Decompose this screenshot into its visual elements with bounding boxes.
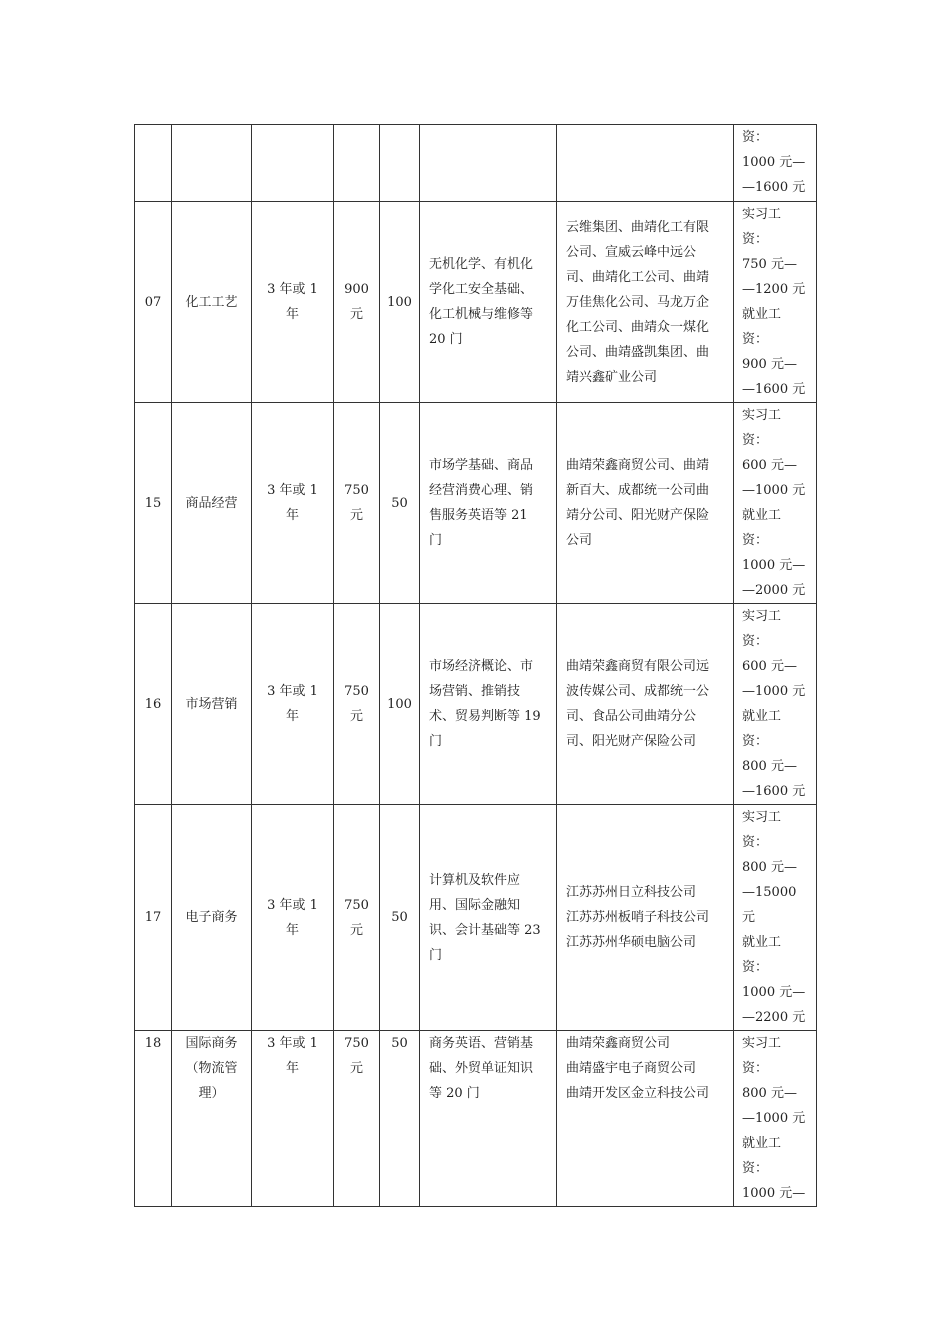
enrollment-count-text: 100	[387, 294, 412, 310]
salary-info-line: 就业工	[742, 1136, 782, 1151]
partner-companies-line: 新百大、成都统一公司曲	[566, 483, 710, 498]
table-row	[135, 125, 817, 202]
salary-info-line: 1000 元—	[742, 985, 806, 1000]
main-courses-cell	[420, 403, 557, 604]
main-courses-line: 市场学基础、商品	[429, 458, 534, 473]
enrollment-count-cell	[380, 1031, 420, 1207]
main-courses-cell	[420, 604, 557, 805]
major-name-line: （物流管	[185, 1061, 238, 1076]
salary-info-cell	[734, 604, 817, 805]
table-row	[135, 805, 817, 1031]
tuition-cell	[334, 125, 380, 202]
enrollment-count-cell	[380, 805, 420, 1031]
main-courses-line: 学化工安全基础、	[429, 282, 534, 297]
tuition-cell	[334, 202, 380, 403]
salary-info-line: —2200 元	[742, 1010, 806, 1025]
salary-info-line: 资：	[742, 232, 769, 247]
salary-info-line: —1600 元	[742, 180, 806, 195]
salary-info-line: 就业工	[742, 709, 782, 724]
partner-companies-cell	[557, 202, 734, 403]
salary-info-line: 600 元—	[742, 659, 797, 674]
partner-companies-line: 万佳焦化公司、马龙万企	[566, 294, 710, 310]
enrollment-count-text: 50	[391, 910, 408, 925]
main-courses-line: 术、贸易判断等 19	[429, 709, 541, 724]
main-courses-line: 门	[429, 734, 443, 749]
salary-info-line: —2000 元	[742, 583, 806, 598]
major-name-line: 市场营销	[185, 696, 238, 712]
partner-companies-line: 曲靖荣鑫商贸公司、曲靖	[566, 458, 710, 473]
salary-info-line: 1000 元—	[742, 1186, 806, 1201]
tuition-line: 元	[349, 508, 363, 523]
tuition-line: 750	[344, 684, 369, 699]
study-years-line: 年	[285, 307, 299, 322]
salary-info-line: 900 元—	[742, 357, 797, 372]
partner-companies-line: 江苏苏州日立科技公司	[566, 885, 697, 900]
majors-table	[134, 124, 817, 1207]
salary-info-line: 资：	[742, 130, 769, 145]
tuition-cell	[334, 805, 380, 1031]
main-courses-cell	[420, 805, 557, 1031]
major-name-cell	[172, 1031, 252, 1207]
salary-info-line: —1000 元	[742, 483, 806, 498]
salary-info-line: 实习工	[742, 408, 782, 423]
salary-info-cell	[734, 403, 817, 604]
salary-info-cell	[734, 805, 817, 1031]
main-courses-line: 商务英语、营销基	[429, 1036, 534, 1051]
salary-info-cell	[734, 202, 817, 403]
salary-info-line: —1000 元	[742, 684, 806, 699]
enrollment-count-text: 100	[387, 696, 412, 712]
major-name-cell	[172, 604, 252, 805]
study-years-line: 3 年或 1	[267, 897, 318, 913]
main-courses-line: 用、国际金融知	[429, 897, 521, 913]
partner-companies-line: 靖分公司、阳光财产保险	[566, 508, 710, 523]
salary-info-line: 资：	[742, 734, 769, 749]
salary-info-line: 资：	[742, 634, 769, 649]
study-years-line: 3 年或 1	[267, 684, 318, 699]
tuition-line: 750	[344, 483, 369, 498]
study-years-cell	[252, 805, 334, 1031]
study-years-line: 3 年或 1	[267, 1036, 318, 1051]
major-code-text: 16	[144, 696, 162, 712]
salary-info-line: 资：	[742, 1161, 769, 1176]
partner-companies-line: 司、食品公司曲靖分公	[566, 709, 697, 724]
salary-info-line: 资：	[742, 1061, 769, 1076]
salary-info-line: 750 元—	[742, 257, 797, 272]
partner-companies-line: 公司	[566, 533, 593, 548]
partner-companies-cell	[557, 125, 734, 202]
study-years-cell	[252, 604, 334, 805]
enrollment-count-text: 50	[391, 495, 408, 511]
major-name-cell	[172, 805, 252, 1031]
salary-info-line: 800 元—	[742, 860, 797, 875]
salary-info-line: 实习工	[742, 1036, 782, 1051]
salary-info-line: 资：	[742, 960, 769, 975]
partner-companies-line: 曲靖开发区金立科技公司	[566, 1086, 710, 1101]
table-row	[135, 1031, 817, 1207]
salary-info-line: 元	[742, 910, 756, 925]
study-years-line: 3 年或 1	[267, 282, 318, 297]
main-courses-line: 20 门	[429, 332, 463, 347]
partner-companies-line: 云维集团、曲靖化工有限	[566, 219, 710, 235]
major-code-text: 17	[144, 910, 162, 925]
main-courses-line: 市场经济概论、市	[429, 659, 534, 674]
table-body	[135, 125, 817, 1207]
salary-info-cell	[734, 1031, 817, 1207]
partner-companies-line: 江苏苏州华硕电脑公司	[566, 935, 697, 950]
main-courses-line: 化工机械与维修等	[429, 307, 534, 322]
partner-companies-line: 曲靖荣鑫商贸有限公司远	[566, 659, 710, 674]
partner-companies-cell	[557, 1031, 734, 1207]
main-courses-line: 售服务英语等 21	[429, 508, 528, 523]
salary-info-line: —1200 元	[742, 282, 806, 297]
major-name-cell	[172, 202, 252, 403]
salary-info-line: 就业工	[742, 508, 782, 523]
tuition-line: 元	[349, 1061, 363, 1076]
major-code-text: 18	[144, 1036, 162, 1051]
study-years-cell	[252, 202, 334, 403]
tuition-line: 元	[349, 307, 363, 322]
partner-companies-line: 公司、宣威云峰中远公	[566, 244, 697, 260]
table-row	[135, 403, 817, 604]
partner-companies-line: 江苏苏州板哨子科技公司	[566, 910, 710, 925]
salary-info-line: 实习工	[742, 810, 782, 825]
main-courses-cell	[420, 125, 557, 202]
major-code-cell	[135, 125, 172, 202]
major-code-text: 07	[144, 294, 162, 310]
main-courses-line: 场营销、推销技	[429, 684, 521, 699]
salary-info-line: 800 元—	[742, 1086, 797, 1101]
main-courses-line: 识、会计基础等 23	[429, 922, 541, 938]
salary-info-line: 1000 元—	[742, 558, 806, 573]
study-years-cell	[252, 403, 334, 604]
partner-companies-line: 曲靖荣鑫商贸公司	[566, 1036, 671, 1051]
major-code-cell	[135, 403, 172, 604]
partner-companies-line: 靖兴鑫矿业公司	[566, 369, 658, 385]
salary-info-line: 资：	[742, 835, 769, 850]
major-code-cell	[135, 604, 172, 805]
major-code-cell	[135, 805, 172, 1031]
partner-companies-line: 化工公司、曲靖众一煤化	[566, 319, 710, 335]
tuition-line: 750	[344, 897, 369, 913]
table-row	[135, 202, 817, 403]
tuition-line: 750	[344, 1036, 369, 1051]
enrollment-count-cell	[380, 202, 420, 403]
main-courses-line: 无机化学、有机化	[429, 257, 534, 272]
major-code-cell	[135, 1031, 172, 1207]
major-name-line: 商品经营	[185, 495, 238, 511]
salary-info-line: 1000 元—	[742, 155, 806, 170]
major-name-cell	[172, 125, 252, 202]
major-name-line: 理）	[198, 1086, 225, 1101]
tuition-cell	[334, 403, 380, 604]
enrollment-count-text: 50	[391, 1036, 408, 1051]
main-courses-line: 门	[429, 947, 443, 963]
salary-info-line: 800 元—	[742, 759, 797, 774]
major-name-line: 国际商务	[185, 1036, 238, 1051]
main-courses-line: 经营消费心理、销	[429, 483, 534, 498]
study-years-line: 年	[285, 1061, 299, 1076]
salary-info-line: 就业工	[742, 307, 782, 322]
major-code-text: 15	[144, 495, 162, 511]
main-courses-line: 门	[429, 533, 443, 548]
major-name-line: 化工工艺	[185, 294, 238, 310]
main-courses-line: 等 20 门	[429, 1086, 480, 1101]
salary-info-line: 就业工	[742, 935, 782, 950]
salary-info-line: —1000 元	[742, 1111, 806, 1126]
partner-companies-line: 司、曲靖化工公司、曲靖	[566, 269, 710, 285]
main-courses-cell	[420, 202, 557, 403]
study-years-cell	[252, 1031, 334, 1207]
study-years-cell	[252, 125, 334, 202]
main-courses-line: 计算机及软件应	[429, 872, 521, 888]
study-years-line: 年	[285, 709, 299, 724]
major-code-cell	[135, 202, 172, 403]
salary-info-line: —1600 元	[742, 382, 806, 397]
salary-info-line: 资：	[742, 433, 769, 448]
salary-info-line: 600 元—	[742, 458, 797, 473]
tuition-cell	[334, 604, 380, 805]
enrollment-count-cell	[380, 604, 420, 805]
enrollment-count-cell	[380, 403, 420, 604]
tuition-line: 900	[344, 282, 369, 297]
partner-companies-line: 公司、曲靖盛凯集团、曲	[566, 344, 710, 360]
salary-info-line: —15000	[742, 885, 797, 900]
salary-info-line: 资：	[742, 533, 769, 548]
partner-companies-cell	[557, 805, 734, 1031]
partner-companies-line: 曲靖盛宇电子商贸公司	[566, 1061, 697, 1076]
salary-info-line: 资：	[742, 332, 769, 347]
main-courses-line: 础、外贸单证知识	[429, 1061, 534, 1076]
salary-info-line: —1600 元	[742, 784, 806, 799]
tuition-cell	[334, 1031, 380, 1207]
salary-info-line: 实习工	[742, 207, 782, 222]
main-courses-cell	[420, 1031, 557, 1207]
tuition-line: 元	[349, 709, 363, 724]
enrollment-count-cell	[380, 125, 420, 202]
study-years-line: 年	[285, 922, 299, 938]
salary-info-line: 实习工	[742, 609, 782, 624]
partner-companies-line: 波传媒公司、成都统一公	[566, 684, 710, 699]
partner-companies-line: 司、阳光财产保险公司	[566, 734, 697, 749]
partner-companies-cell	[557, 403, 734, 604]
major-name-line: 电子商务	[185, 910, 238, 925]
study-years-line: 年	[285, 508, 299, 523]
partner-companies-cell	[557, 604, 734, 805]
tuition-line: 元	[349, 922, 363, 938]
study-years-line: 3 年或 1	[267, 483, 318, 498]
table-row	[135, 604, 817, 805]
major-name-cell	[172, 403, 252, 604]
salary-info-cell	[734, 125, 817, 202]
